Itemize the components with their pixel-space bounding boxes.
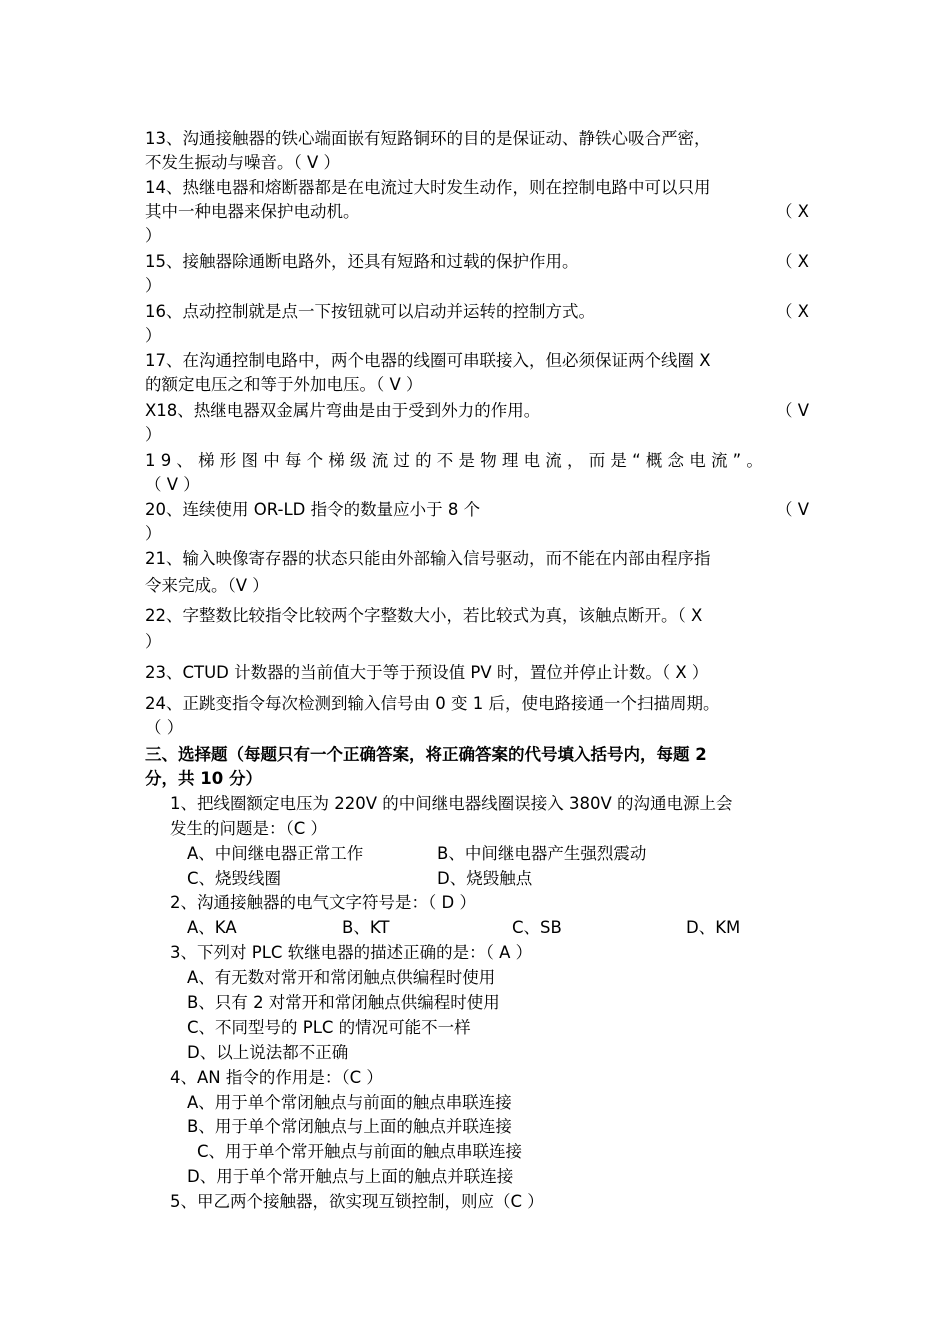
q13-line1: 13、沟通接触器的铁心端面嵌有短路铜环的目的是保证动、静铁心吸合严密， — [145, 129, 711, 148]
q18-line1: X18、热继电器双金属片弯曲是由于受到外力的作用。 — [145, 401, 541, 420]
q15-line1: 15、接触器除通断电路外，还具有短路和过载的保护作用。 — [145, 252, 579, 271]
mc2-option-c: C、SB — [512, 918, 562, 937]
mc3-option-a: A、有无数对常开和常闭触点供编程时使用 — [187, 968, 496, 987]
q13-line2: 不发生振动与噪音。（ V ） — [145, 153, 341, 172]
q21-line2: 令来完成。（V ） — [145, 576, 269, 595]
q17-line1: 17、在沟通控制电路中，两个电器的线圈可串联接入，但必须保证两个线圈 X — [145, 351, 711, 370]
mc1-line1: 1、把线圈额定电压为 220V 的中间继电器线圈误接入 380V 的沟通电源上会 — [170, 794, 733, 813]
q15-close: ） — [145, 276, 162, 295]
mc1-option-c: C、烧毁线圈 — [187, 869, 282, 888]
q21-line1: 21、输入映像寄存器的状态只能由外部输入信号驱动，而不能在内部由程序指 — [145, 549, 711, 568]
mc4-option-d: D、用于单个常开触点与上面的触点并联连接 — [187, 1167, 514, 1186]
mc5-line1: 5、甲乙两个接触器，欲实现互锁控制，则应（C ） — [170, 1192, 544, 1211]
mc4-option-c: C、用于单个常开触点与前面的触点串联连接 — [197, 1142, 523, 1161]
mc2-option-b: B、KT — [342, 918, 390, 937]
q14-answer: （ X — [775, 202, 809, 221]
mc3-option-b: B、只有 2 对常开和常闭触点供编程时使用 — [187, 993, 500, 1012]
mc2-option-d: D、KM — [686, 918, 741, 937]
mc1-option-d: D、烧毁触点 — [437, 869, 533, 888]
mc2-option-a: A、KA — [187, 918, 237, 937]
q20-line1: 20、连续使用 OR-LD 指令的数量应小于 8 个 — [145, 500, 481, 519]
q14-line1: 14、热继电器和熔断器都是在电流过大时发生动作，则在控制电路中可以只用 — [145, 178, 711, 197]
q24-line1: 24、正跳变指令每次检测到输入信号由 0 变 1 后，使电路接通一个扫描周期。 — [145, 694, 720, 713]
mc4-option-a: A、用于单个常闭触点与前面的触点串联连接 — [187, 1093, 512, 1112]
q19-line2: （ V ） — [145, 475, 200, 494]
mc3-option-c: C、不同型号的 PLC 的情况可能不一样 — [187, 1018, 471, 1037]
mc4-line1: 4、AN 指令的作用是：（C ） — [170, 1068, 383, 1087]
mc2-line1: 2、沟通接触器的电气文字符号是：（ D ） — [170, 893, 476, 912]
q16-close: ） — [145, 326, 162, 345]
q22-line1: 22、字整数比较指令比较两个字整数大小，若比较式为真，该触点断开。（ X — [145, 606, 703, 625]
mc1-line2: 发生的问题是：（C ） — [170, 819, 328, 838]
mc3-line1: 3、下列对 PLC 软继电器的描述正确的是：（ A ） — [170, 943, 533, 962]
q20-answer: （ V — [775, 500, 809, 519]
q16-line1: 16、点动控制就是点一下按钮就可以启动并运转的控制方式。 — [145, 302, 595, 321]
q22-close: ） — [145, 632, 162, 651]
mc1-option-b: B、中间继电器产生强烈震动 — [437, 844, 647, 863]
q14-close: ） — [145, 226, 162, 245]
mc3-option-d: D、以上说法都不正确 — [187, 1043, 349, 1062]
q18-close: ） — [145, 425, 162, 444]
q18-answer: （ V — [775, 401, 809, 420]
q16-answer: （ X — [775, 302, 809, 321]
q17-line2: 的额定电压之和等于外加电压。（ V ） — [145, 375, 423, 394]
mc4-option-b: B、用于单个常闭触点与上面的触点并联连接 — [187, 1117, 512, 1136]
q23-line1: 23、CTUD 计数器的当前值大于等于预设值 PV 时，置位并停止计数。（ X ） — [145, 663, 709, 682]
section3-heading-line2: 分，共 10 分） — [145, 769, 262, 788]
q20-close: ） — [145, 524, 162, 543]
q15-answer: （ X — [775, 252, 809, 271]
q24-line2: （ ） — [145, 718, 184, 737]
section3-heading-line1: 三、选择题（每题只有一个正确答案，将正确答案的代号填入括号内，每题 2 — [145, 745, 707, 764]
q14-line2: 其中一种电器来保护电动机。 — [145, 202, 360, 221]
mc1-option-a: A、中间继电器正常工作 — [187, 844, 364, 863]
q19-line1: 19、梯形图中每个梯级流过的不是物理电流，而是“概念电流”。 — [145, 451, 769, 470]
